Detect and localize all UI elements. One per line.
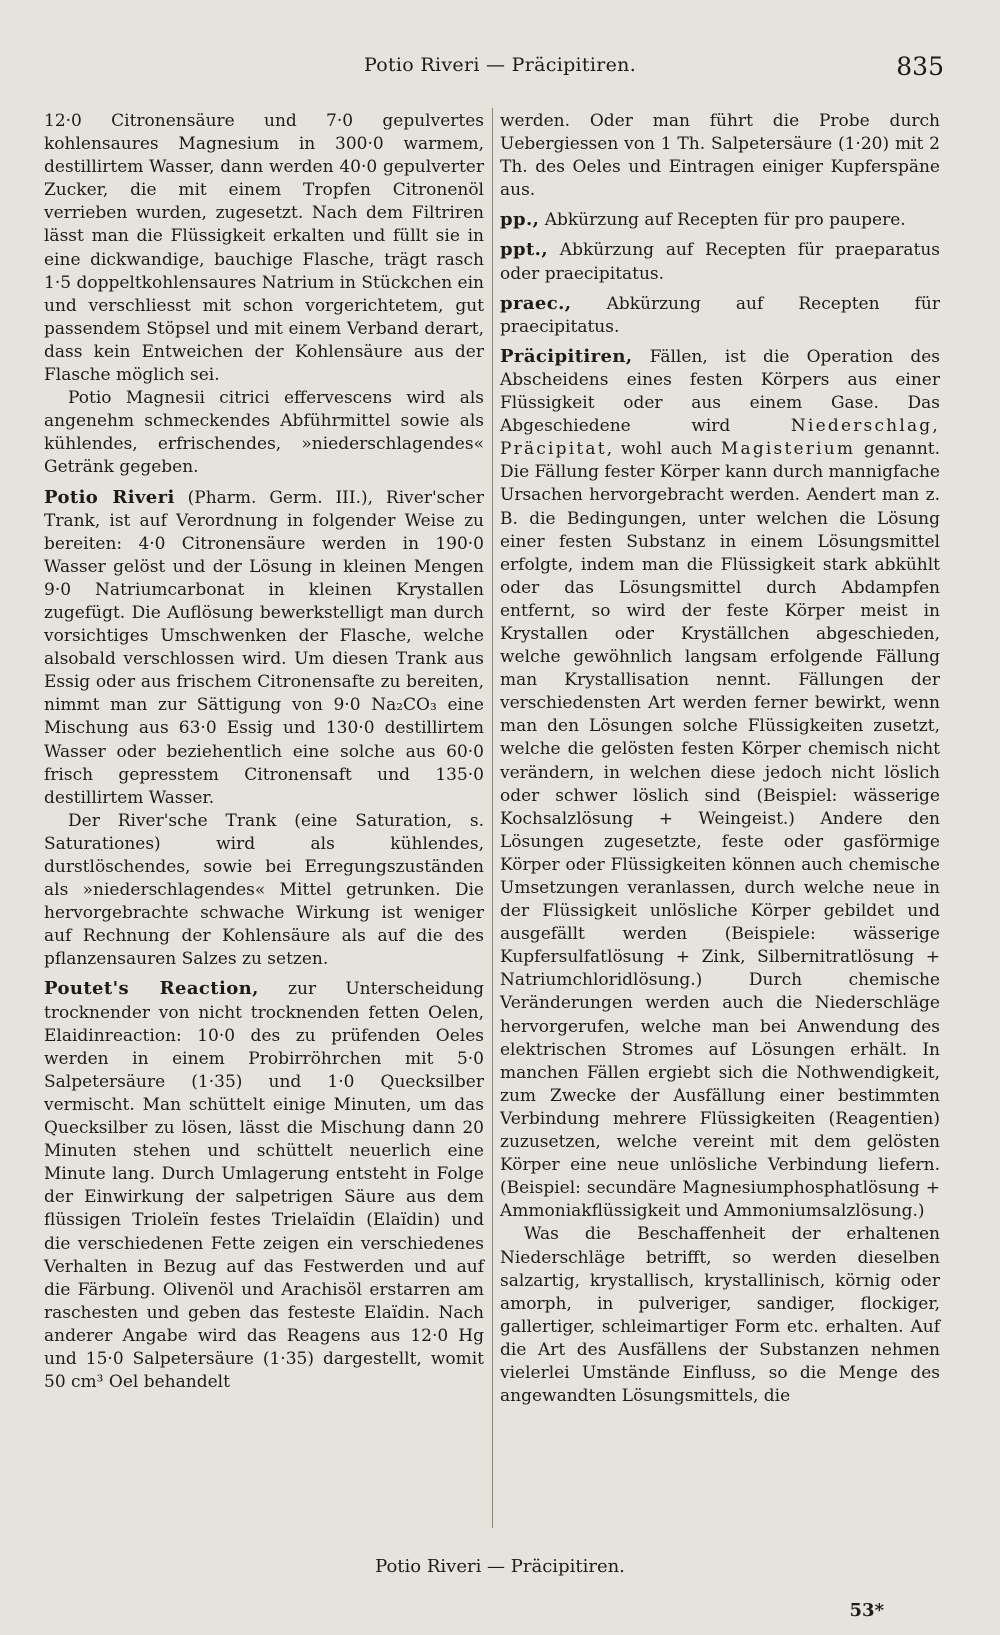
paragraph: Was die Beschaffenheit der erhaltenen Niederschläge betrifft, so werden dieselben salzartig, krystallisch, krystallinisch, körnig oder amorph, in pulveriger, sandiger, flockiger, gallertiger, schleimartiger Form etc. erhalten. Auf die Art des Ausfällens der Substanzen nehmen vielerlei Umstände Einfluss, so die Menge des angewandten Lösungsmittels, die <box>500 1224 940 1407</box>
spaced-term: Magisterium <box>720 439 856 460</box>
left-column <box>44 110 484 1394</box>
right-column <box>500 110 940 1408</box>
signature-mark: 53* <box>849 1600 884 1621</box>
page-number: 835 <box>896 52 944 81</box>
running-title: Potio Riveri — Präcipitiren. <box>363 54 637 76</box>
paragraph: Der River'sche Trank (eine Saturation, s. Saturationes) wird als kühlendes, durstlöschendes, sowie bei Erregungszuständen als »niederschlagendes« Mittel getrunken. Die hervorgebrachte schwache Wirkung ist weniger auf Rechnung der Kohlensäure als auf die des pflanzensauren Salzes zu setzen. <box>44 810 484 970</box>
entry-term: Poutet's Reaction, <box>44 978 259 1000</box>
entry-text: zur Unterscheidung trocknender von nicht trocknenden fetten Oelen, Elaidinreaction: 10·0 des zu prüfenden Oeles werden in einem Probirröhrchen mit 5·0 Salpetersäure (1·35) und 1·0 Quecksilber vermischt. Man schüttelt einige Minuten, um das Quecksilber zu lösen, lässt die Mischung dann 20 Minuten stehen und schüttelt neuerlich eine Minute lang. Durch Umlagerung entsteht in Folge der Einwirkung der salpetrigen Säure aus dem flüssigen Trioleïn festes Trielaïdin (Elaïdin) und die verschiedenen Fette zeigen ein verschiedenes Verhalten in Bezug auf das Festwerden und auf die Färbung. Olivenöl und Arachisöl erstarren am raschesten und geben das festeste Elaïdin. Nach anderer Angabe wird das Reagens aus 12·0 Hg und 15·0 Salpetersäure (1·35) dargestellt, womit 50 cm³ Oel behandelt <box>44 979 484 1393</box>
entry-text: Abkürzung auf Recepten für praeparatus oder praecipitatus. <box>500 240 940 284</box>
column-divider <box>492 108 493 1528</box>
paragraph: Potio Magnesii citrici effervescens wird als angenehm schmeckendes Abführmittel sowie als kühlendes, erfrischendes, »niederschlagendes« Getränk gegeben. <box>44 388 484 478</box>
dictionary-entry-potio-riveri <box>44 486 484 810</box>
entry-term: pp., <box>500 209 540 231</box>
entry-text: Abkürzung auf Recepten für praecipitatus. <box>500 293 940 337</box>
entry-term: ppt., <box>500 239 549 261</box>
paragraph: werden. Oder man führt die Probe durch Uebergiessen von 1 Th. Salpetersäure (1·20) mit 2 Th. des Oeles und Eintragen einiger Kupferspäne aus. <box>500 111 940 201</box>
dictionary-entry-ppt <box>500 238 940 285</box>
paragraph: 12·0 Citronensäure und 7·0 gepulvertes kohlensaures Magnesium in 300·0 warmem, destillirtem Wasser, dann werden 40·0 gepulverter Zucker, die mit einem Tropfen Citronenöl verrieben wurden, zugesetzt. Nach dem Filtriren lässt man die Flüssigkeit erkalten und füllt sie in eine dickwandige, bauchige Flasche, trägt rasch 1·5 doppeltkohlensaures Natrium in Stückchen ein und verschliesst mit schon vorgerichtetem, gut passendem Stöpsel und mit einem Verband derart, dass kein Entweichen der Kohlensäure aus der Flasche möglich sei. <box>44 111 484 386</box>
entry-text: Abkürzung auf Recepten für pro paupere. <box>539 210 906 231</box>
entry-text: genannt. Die Fällung fester Körper kann durch mannigfache Ursachen hervorgebracht werden. Aendert man z. B. die Bedingungen, unter welchen die Lösung einer festen Substanz in einem Lösungsmittel erfolgte, indem man die Flüssigkeit stark abkühlt oder das Lösungsmittel durch Abdampfen entfernt, so wird der feste Körper meist in Krystallen oder Kryställchen abgeschieden, welche gewöhnlich langsam erfolgende Fällung man Krystallisation nennt. Fällungen der verschiedensten Art werden ferner bewirkt, wenn man den Lösungen solche Flüssigkeiten zusetzt, welche die gelösten festen Körper chemisch nicht verändern, in welchen diese jedoch nicht löslich oder schwer löslich sind (Beispiel: wässerige Kochsalzlösung + Weingeist.) Andere den Lösungen zugesetzte, feste oder gasförmige Körper oder Flüssigkeiten können auch chemische Umsetzungen veranlassen, durch welche neue in der Flüssigkeit unlösliche Körper gebildet und ausgefällt werden (Beispiele: wässerige Kupfersulfatlösung + Zink, Silbernitratlösung + Natriumchloridlösung.) Durch chemische Veränderungen werden auch die Niederschläge hervorgerufen, welche man bei Anwendung des elektrischen Stromes auf Lösungen erhält. In manchen Fällen ergiebt sich die Nothwendigkeit, zum Zwecke der Ausfällung einer bestimmten Verbindung mehrere Flüssigkeiten (Reagentien) zuzusetzen, welche vereint mit dem gelösten Körper eine neue unlösliche Verbindung liefern. (Beispiel: secundäre Magnesiumphosphatlösung + Ammoniakflüssigkeit und Ammoniumsalzlösung.) <box>500 439 940 1222</box>
entry-text: Fällen, ist die Operation des Abscheidens eines festen Körpers aus einer Flüssigkeit oder aus einem Gase. Das Abgeschiedene wird <box>500 346 940 437</box>
footer-running-title: Potio Riveri — Präcipitiren. <box>375 1556 625 1577</box>
entry-term: Präcipitiren, <box>500 345 633 367</box>
entry-text: , wohl auch <box>606 439 721 460</box>
spaced-term: Niederschlag, Präcipitat <box>500 416 940 460</box>
dictionary-entry-praec <box>500 292 940 339</box>
dictionary-entry-poutets-reaction <box>44 977 484 1394</box>
dictionary-entry-praecipitiren <box>500 345 940 1224</box>
entry-term: praec., <box>500 292 572 314</box>
entry-term: Potio Riveri <box>44 486 175 508</box>
entry-text: (Pharm. Germ. III.), River'scher Trank, ist auf Verordnung in folgender Weise zu bereiten: 4·0 Citronensäure werden in 190·0 Wasser gelöst und der Lösung in kleinen Mengen 9·0 Natriumcarbonat in kleinen Krystallen zugefügt. Die Auflösung bewerkstelligt man durch vorsichtiges Umschwenken der Flasche, welche alsobald verschlossen wird. Um diesen Trank aus Essig oder aus frischem Citronensafte zu bereiten, nimmt man zur Sättigung von 9·0 Na₂CO₃ eine Mischung aus 63·0 Essig und 130·0 destillirtem Wasser oder beziehentlich eine solche aus 60·0 frisch gepresstem Citronensaft und 135·0 destillirtem Wasser. <box>44 487 484 808</box>
dictionary-entry-pp <box>500 208 940 232</box>
